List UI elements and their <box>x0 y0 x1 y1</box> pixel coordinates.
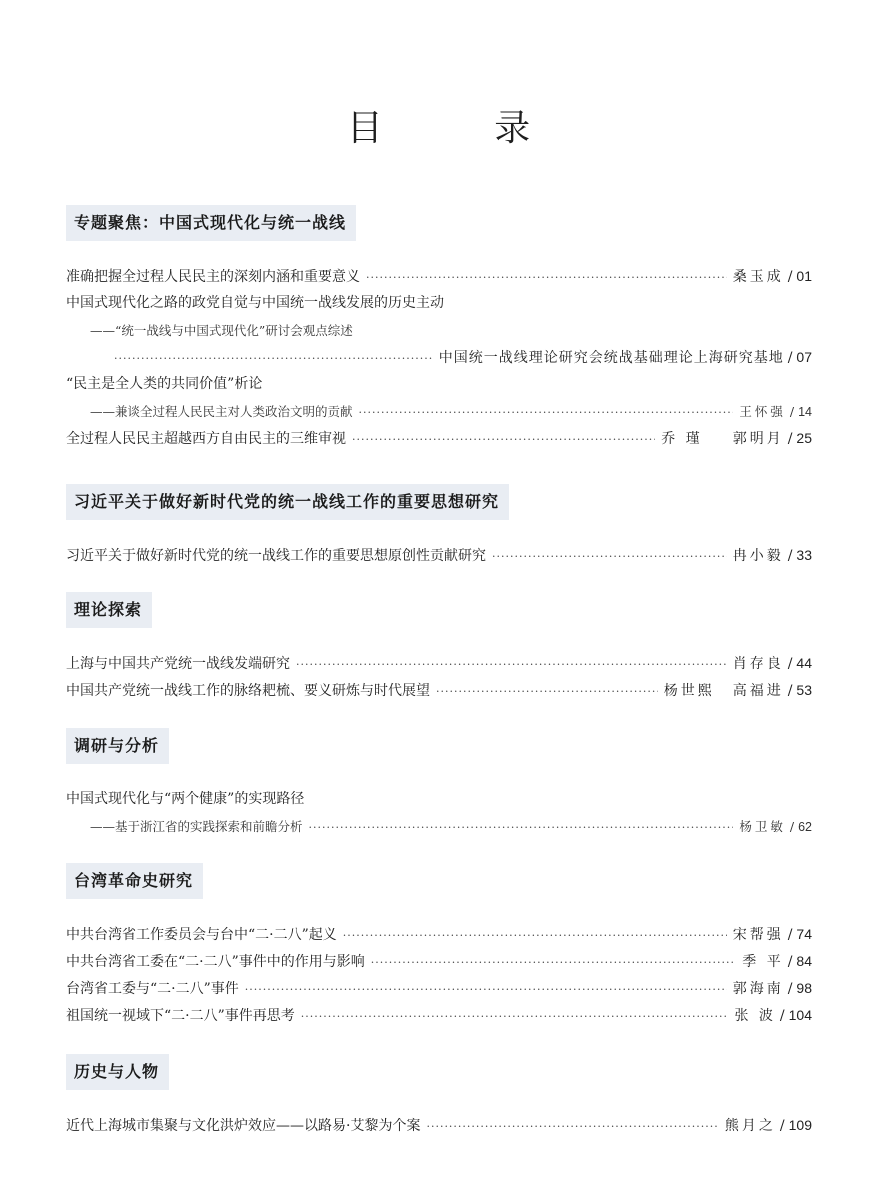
entry-author: 肖存良 <box>732 656 784 672</box>
entry-subtitle: ——“统一战线与中国式现代化”研讨会观点综述 <box>90 323 353 338</box>
toc-entry[interactable]: 近代上海城市集聚与文化洪炉效应——以路易·艾黎为个案 ····· 熊月之 / 109 <box>66 1112 812 1139</box>
toc-section <box>66 592 812 704</box>
entry-title: 准确把握全过程人民民主的深刻内涵和重要意义 <box>66 269 360 285</box>
entry-author: 冉小毅 <box>732 548 784 564</box>
dot-leader <box>366 264 727 291</box>
entry-author-2: 高福进 <box>732 683 784 699</box>
entry-title: 近代上海城市集聚与文化洪炉效应——以路易·艾黎为个案 <box>66 1118 421 1134</box>
entry-author-2: 郭明月 <box>732 431 784 447</box>
section-heading: 调研与分析 <box>66 728 169 764</box>
entry-subtitle: ——兼谈全过程人民民主对人类政治文明的贡献 <box>90 404 353 419</box>
entry-title: 中国式现代化与“两个健康”的实现路径 <box>66 791 305 807</box>
entry-title: 中国式现代化之路的政党自觉与中国统一战线发展的历史主动 <box>66 295 444 311</box>
dot-leader <box>309 814 734 841</box>
entry-title: 台湾省工委与“二·二八”事件 <box>66 981 239 997</box>
dot-leader <box>436 678 658 705</box>
dot-leader <box>352 426 655 453</box>
entry-author: 季 平 <box>742 954 784 970</box>
entry-title: 中共台湾省工委在“二·二八”事件中的作用与影响 <box>66 954 365 970</box>
entry-author: 乔 瑾 <box>661 431 703 447</box>
entry-author: 中国统一战线理论研究会统战基础理论上海研究基地 <box>438 350 784 366</box>
entry-author: 郭海南 <box>732 981 784 997</box>
dot-leader <box>296 651 727 678</box>
entry-author: 桑玉成 <box>732 269 784 285</box>
entry-page: 25 <box>796 430 812 446</box>
dot-leader <box>359 399 734 426</box>
toc-entry-subtitle <box>66 317 812 344</box>
entry-title: 中国共产党统一战线工作的脉络耙梳、要义研炼与时代展望 <box>66 683 430 699</box>
entry-author: 宋帮强 <box>732 927 784 943</box>
toc-entry[interactable]: 中共台湾省工委在“二·二八”事件中的作用与影响 ····· 季 平 / 84 <box>66 948 812 975</box>
section-heading: 专题聚焦：中国式现代化与统一战线 <box>66 205 356 241</box>
entry-page: 53 <box>796 682 812 698</box>
dot-leader <box>492 543 727 570</box>
entry-page: 33 <box>796 547 812 563</box>
dot-leader <box>343 922 727 949</box>
section-heading: 台湾革命史研究 <box>66 863 203 899</box>
dot-leader <box>371 949 736 976</box>
toc-entry[interactable]: 习近平关于做好新时代党的统一战线工作的重要思想原创性贡献研究 ····· 冉小毅 / 33 <box>66 542 812 569</box>
toc-entry-subtitle[interactable]: ——基于浙江省的实践探索和前瞻分析 ····· 杨卫敏 / 62 <box>66 813 812 840</box>
toc-section <box>66 1054 812 1139</box>
entry-author: 杨卫敏 <box>739 819 786 834</box>
entry-page: 84 <box>796 953 812 969</box>
toc-entry[interactable] <box>66 786 812 813</box>
entry-author: 熊月之 <box>724 1118 776 1134</box>
dot-leader <box>301 1003 729 1030</box>
entry-page: 62 <box>798 820 812 834</box>
toc-entry[interactable]: 上海与中国共产党统一战线发端研究 ····· 肖存良 / 44 <box>66 650 812 677</box>
entry-page: 109 <box>788 1117 812 1133</box>
section-heading: 理论探索 <box>66 592 152 628</box>
toc-section <box>66 728 812 840</box>
entry-author: 张 波 <box>734 1008 776 1024</box>
toc-entry[interactable]: 台湾省工委与“二·二八”事件 ····· 郭海南 / 98 <box>66 975 812 1002</box>
toc-entry[interactable]: 祖国统一视域下“二·二八”事件再思考 ····· 张 波 / 104 <box>66 1002 812 1029</box>
entry-title: 习近平关于做好新时代党的统一战线工作的重要思想原创性贡献研究 <box>66 548 486 564</box>
entry-title: 上海与中国共产党统一战线发端研究 <box>66 656 290 672</box>
section-heading: 历史与人物 <box>66 1054 169 1090</box>
entry-page: 104 <box>788 1007 812 1023</box>
toc-entry-author-line[interactable]: ····· 中国统一战线理论研究会统战基础理论上海研究基地 / 07 <box>66 344 812 371</box>
entry-page: 07 <box>796 349 812 365</box>
toc-entry[interactable]: 全过程人民民主超越西方自由民主的三维审视 ····· 乔 瑾 郭明月 / 25 <box>66 425 812 452</box>
toc-section <box>66 205 812 452</box>
toc-entry[interactable]: 准确把握全过程人民民主的深刻内涵和重要意义 ····· 桑玉成 / 01 <box>66 263 812 290</box>
entry-page: 44 <box>796 655 812 671</box>
toc-entry[interactable]: 中国共产党统一战线工作的脉络耙梳、要义研炼与时代展望 ····· 杨世熙 高福进 / 53 <box>66 677 812 704</box>
entry-title: 全过程人民民主超越西方自由民主的三维审视 <box>66 431 346 447</box>
dot-leader <box>426 1113 718 1140</box>
toc-entry[interactable] <box>66 371 812 398</box>
entry-author: 王怀强 <box>739 404 786 419</box>
page-title: 目 录 <box>346 108 581 149</box>
entry-title: 祖国统一视域下“二·二八”事件再思考 <box>66 1008 295 1024</box>
entry-title: “民主是全人类的共同价值”析论 <box>66 376 263 392</box>
dot-leader <box>114 345 433 372</box>
entry-page: 74 <box>796 926 812 942</box>
entry-subtitle: ——基于浙江省的实践探索和前瞻分析 <box>90 819 303 834</box>
section-heading: 习近平关于做好新时代党的统一战线工作的重要思想研究 <box>66 484 509 520</box>
entry-page: 14 <box>798 405 812 419</box>
toc-section <box>66 484 812 569</box>
entry-page: 98 <box>796 980 812 996</box>
toc-entry[interactable] <box>66 290 812 317</box>
dot-leader <box>245 976 727 1003</box>
entry-page: 01 <box>796 268 812 284</box>
toc-entry-subtitle[interactable]: ——兼谈全过程人民民主对人类政治文明的贡献 ····· 王怀强 / 14 <box>66 398 812 425</box>
toc-entry[interactable]: 中共台湾省工作委员会与台中“二·二八”起义 ····· 宋帮强 / 74 <box>66 921 812 948</box>
entry-author: 杨世熙 <box>663 683 715 699</box>
toc-section <box>66 863 812 1029</box>
entry-title: 中共台湾省工作委员会与台中“二·二八”起义 <box>66 927 337 943</box>
